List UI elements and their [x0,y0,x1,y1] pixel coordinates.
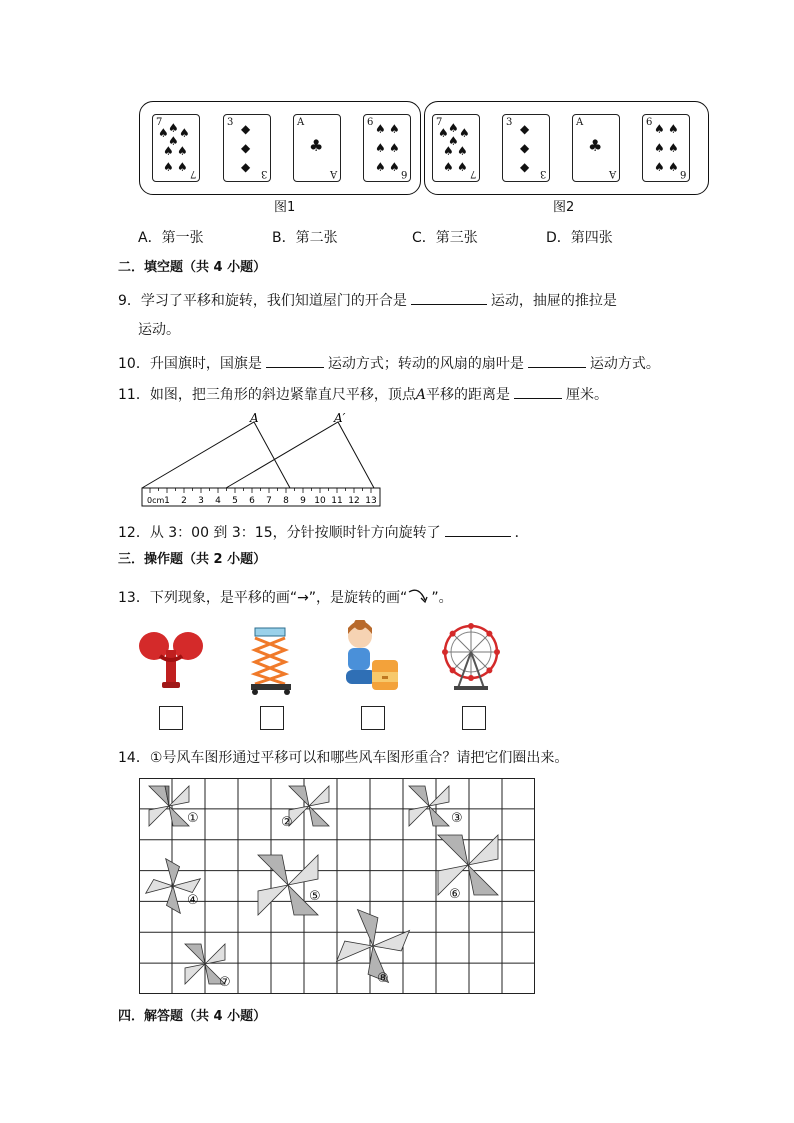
question-13: 13．下列现象，是平移的画“→”，是旋转的画“ ”。 [118,590,453,606]
triangle-moved [226,422,374,488]
figure-2-caption: 图2 [553,200,575,215]
option-b[interactable]: B．第二张 [272,230,338,246]
ruler-tick-label: 1 [164,496,170,506]
ferris-wheel-icon [438,622,504,692]
scissor-lift-icon [243,624,301,696]
ruler-tick-label: 13 [365,496,377,506]
figure-1-caption: 图1 [274,200,296,215]
girl-opening-drawer-icon [338,620,402,694]
card-ace-clubs: A ♣ A [572,114,620,182]
card-six-spades: 6 ♠ ♠ ♠ ♠ ♠ ♠ 6 [642,114,690,182]
question-14: 14．①号风车图形通过平移可以和哪些风车图形重合？请把它们圈出来。 [118,750,569,766]
card-six-spades: 6 ♠ ♠ ♠ ♠ ♠ ♠ 6 [363,114,411,182]
ruler-tick-label: 4 [215,496,221,506]
question-12: 12．从 3：00 到 3：15，分针按顺时针方向旋转了 ． [118,522,529,543]
option-a[interactable]: A．第一张 [138,230,204,246]
card-three-diamonds: 3 ◆ ◆ ◆ 3 [502,114,550,182]
card-three-diamonds: 3 ◆ ◆ ◆ 3 [223,114,271,182]
answer-box-4[interactable] [462,706,486,730]
answer-blank[interactable] [514,384,562,399]
triangle-original [142,422,290,488]
ruler-tick-label: 12 [348,496,360,506]
pinwheel-5[interactable] [245,842,331,928]
pinwheel-grid [139,778,535,998]
section-4-title: 四．解答题（共 4 小题） [118,1009,267,1024]
ruler-tick-label: 7 [266,496,272,506]
option-d[interactable]: D．第四张 [546,230,613,246]
vertex-a-label: A [250,411,259,425]
pinwheel-label-2: ② [281,815,293,830]
pinwheel-label-1: ① [187,811,199,826]
answer-blank[interactable] [411,290,487,305]
answer-blank[interactable] [266,353,324,368]
section-3-title: 三．操作题（共 2 小题） [118,552,267,567]
answer-blank[interactable] [528,353,586,368]
answer-box-1[interactable] [159,706,183,730]
card-ace-clubs: A ♣ A [293,114,341,182]
ruler-tick-label: 10 [314,496,326,506]
question-9-cont: 运动。 [138,322,180,338]
ruler-tick-label: 6 [249,496,255,506]
ruler-tick-label: 9 [300,496,306,506]
question-11: 11．如图，把三角形的斜边紧靠直尺平移，顶点A平移的距离是 厘米。 [118,384,608,405]
turntable-seat-icon [138,628,204,692]
pinwheel-label-8: ⑧ [377,971,389,986]
option-c[interactable]: C．第三张 [412,230,478,246]
pinwheel-label-4: ④ [187,893,199,908]
question-9: 9．学习了平移和旋转，我们知道屋门的开合是 运动，抽屉的推拉是 [118,290,617,311]
ruler-tick-label: 3 [198,496,204,506]
card-seven-spades: 7 ♠ ♠ ♠ ♠ ♠ ♠ ♠ ♠ 7 [432,114,480,182]
card-seven-spades: 7 ♠ ♠ ♠ ♠ ♠ ♠ ♠ ♠ 7 [152,114,200,182]
answer-blank[interactable] [445,522,511,537]
ruler-tick-label: 2 [181,496,187,506]
vertex-a-prime-label: A′ [334,411,346,425]
question-10: 10．升国旗时，国旗是 运动方式；转动的风扇的扇叶是 运动方式。 [118,353,660,374]
pinwheel-8[interactable] [333,906,413,986]
section-2-title: 二．填空题（共 4 小题） [118,260,267,275]
ruler-triangle-figure [138,408,388,508]
answer-box-3[interactable] [361,706,385,730]
pinwheel-label-3: ③ [451,811,463,826]
pinwheel-label-5: ⑤ [309,889,321,904]
pinwheel-6[interactable] [425,822,511,908]
ruler-tick-label: 5 [232,496,238,506]
ruler-tick-label: 8 [283,496,289,506]
answer-box-2[interactable] [260,706,284,730]
ruler-tick-label: 0cm [147,496,165,505]
pinwheel-label-6: ⑥ [449,887,461,902]
ruler-tick-label: 11 [331,496,343,506]
pinwheel-label-7: ⑦ [219,975,231,990]
curved-rotation-arrow-icon [407,588,431,606]
ruler-body [142,488,380,506]
